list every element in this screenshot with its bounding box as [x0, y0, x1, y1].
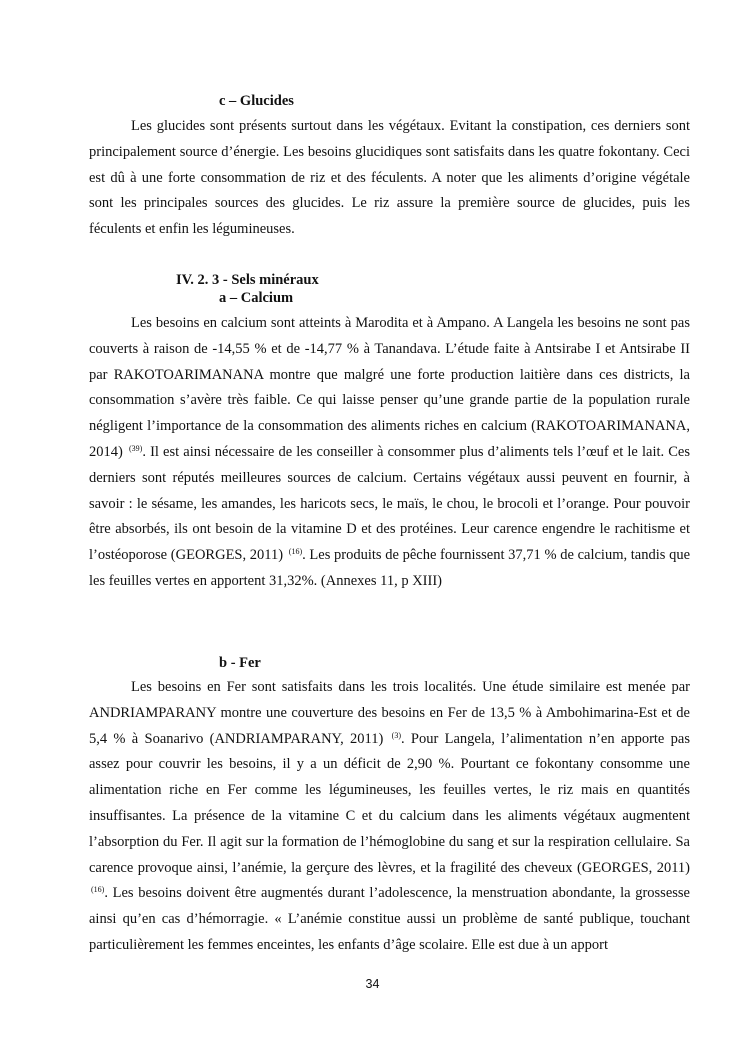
calcium-heading: a – Calcium: [219, 290, 294, 306]
calcium-text-part-3: . Les produits de pêche fournissent 37,71 % de calcium, tandis que les feuilles vertes en apportent 31,32%. (Annexes 11, p XIII): [89, 547, 691, 589]
citation-ref-16: (16): [91, 885, 105, 895]
fer-text-part-3: . Les besoins doivent être augmentés durant l’adolescence, la menstruation abondante, la grossesse ainsi qu’en cas d’hémorragie. « L’anémie constitue aussi un problème de santé publique, touchant particulièrement les femmes enceintes, les enfants d’âge scolaire. Elle est due à un apport: [89, 885, 690, 953]
calcium-text-part-2: . Il est ainsi nécessaire de les conseiller à consommer plus d’aliments tels l’œuf et le lait. Ces derniers sont réputés meilleures sources de calcium. Certains végétaux aussi peuvent en fournir, à savoir : le sésame, les amandes, les haricots secs, le maïs, le chou, le brocoli et l’orange. Pour pouvoir être absorbés, ils ont besoin de la vitamine D et des protéines. Leur carence engendre le rachitisme et l’ostéoporose (GEORGES, 2011): [89, 443, 691, 564]
page-number: 34: [365, 977, 380, 991]
sels-mineraux-heading: IV. 2. 3 - Sels minéraux: [176, 272, 319, 288]
citation-ref-16: (16): [288, 547, 303, 557]
calcium-text-part-1: Les besoins en calcium sont atteints à Marodita et à Ampano. A Langela les besoins ne sont pas couverts à raison de -14,55 % et de -14,77 % à Tanandava. L’étude faite à Antsirabe I et Antsirabe II par RAKOTOARIMANANA montre que malgré une forte production laitière dans ces districts, la consommation s’avère très faible. Ce qui laisse penser qu’une grande partie de la population rurale négligent l’importance de la consommation des aliments riches en calcium (RAKOTOARIMANANA, 2014): [89, 315, 690, 460]
fer-text-part-2: . Pour Langela, l’alimentation n’en apporte pas assez pour couvrir les besoins, il y a un déficit de 2,90 %. Pourtant ce fokontany consomme une alimentation riche en Fer comme les légumineuses, les feuilles vertes, le riz mais en quantités insuffisantes. La présence de la vitamine C et du calcium dans les aliments végétaux augmentent l’absorption du Fer. Il agit sur la formation de l’hémoglobine du sang et sur la respiration cellulaire. Sa carence provoque ainsi, l’anémie, la gerçure des lèvres, et la fragilité des cheveux (GEORGES, 2011): [89, 730, 690, 876]
glucides-heading: c – Glucides: [219, 93, 294, 109]
citation-ref-39: (39): [128, 443, 143, 453]
calcium-paragraph: [89, 311, 690, 595]
fer-heading: b - Fer: [219, 655, 261, 671]
fer-paragraph: [89, 675, 690, 959]
citation-ref-3: (3): [391, 730, 401, 740]
glucides-paragraph: Les glucides sont présents surtout dans les végétaux. Evitant la constipation, ces derniers sont principalement source d’énergie. Les besoins glucidiques sont satisfaits dans les quatre fokontany. Ceci est dû à une forte consommation de riz et des féculents. A noter que les aliments d’origine végétale sont les principales sources des glucides. Le riz assure la première source de glucides, puis les féculents et enfin les légumineuses.: [89, 118, 690, 238]
fer-text-part-1: Les besoins en Fer sont satisfaits dans les trois localités. Une étude similaire est menée par ANDRIAMPARANY montre une couverture des besoins en Fer de 13,5 % à Ambohimarina-Est et de 5,4 % à Soanarivo (ANDRIAMPARANY, 2011): [89, 679, 690, 747]
